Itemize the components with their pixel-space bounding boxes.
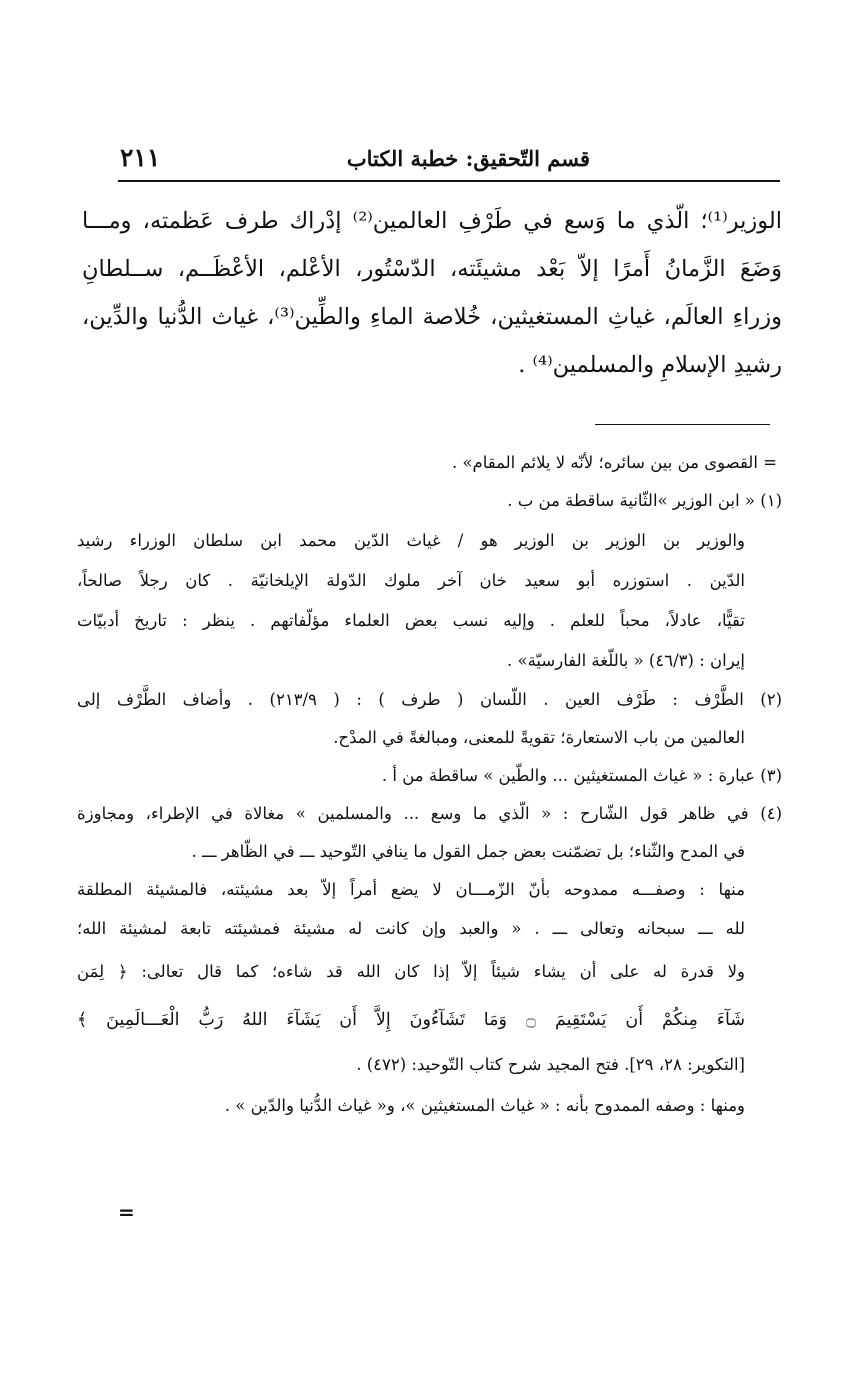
- footnote-line: (٢) الطَّرْف : طَرْف العين . اللّسان ( طرف ) : ( ٢١٣/٩) . وأضاف الطَّرْف إلى: [77, 690, 782, 709]
- footnote-line: في المدح والثّناء؛ بل تضمّنت بعض جمل القول ما ينافي التّوحيد ـــ في الظّاهر ـــ .: [191, 842, 745, 861]
- footnote-line: (٤) في ظاهر قول الشّارح : « الّذي ما وسع ... والمسلمين » مغالاة في الإطراء، ومجاوزة: [77, 804, 782, 823]
- footnote-line: ولا قدرة له على أن يشاء شيئاً إلاّ إذا كان الله قد شاءه؛ كما قال تعالى: ﴿ لِمَن: [77, 962, 745, 981]
- footnote-separator: [595, 424, 770, 425]
- footnote-line: العالمين من باب الاستعارة؛ تقويةً للمعنى، ومبالغةً في المدْح.: [333, 728, 745, 747]
- main-text: [82, 197, 782, 389]
- footnote-line: إيران : (٤٦/٣) « باللّغة الفارسيّة» .: [507, 651, 745, 670]
- main-text-line: الوزير⁽¹⁾؛ الّذي ما وَسع في طَرْفِ العالمين⁽²⁾ إدْراك طرف عَظمته، ومـــا: [82, 208, 782, 234]
- footnote-line: تقيًّا، عادلاً، محباً للعلم . وإليه نسب بعض العلماء مؤلّفاتهم . ينظر : تاريخ أدبيّات: [77, 611, 745, 630]
- quran-verse-line: شَآءَ مِنكُمْ أَن يَسْتَقِيمَ ۝ وَمَا تَشَآءُونَ إِلاَّ أَن يَشَآءَ اللهُ رَبُّ الْعَـــالَمِينَ ﴾: [77, 1010, 745, 1030]
- continuation-mark: =: [118, 1200, 135, 1224]
- header-title: قسم التّحقيق: خطبة الكتاب: [346, 146, 590, 171]
- footnote-line: = القصوى من بين سائره؛ لأنّه لا يلائم المقام» .: [451, 453, 777, 472]
- footnote-line: (١) « ابن الوزير »الثّانية ساقطة من ب .: [507, 491, 782, 510]
- main-text-line: رشيدِ الإسلامِ والمسلمين⁽⁴⁾ .: [518, 352, 782, 378]
- footnote-line: منها : وصفـــه ممدوحه بأنّ الزّمـــان لا يضع أمراً إلاّ بعد مشيئته، فالمشيئة المطلقة: [77, 880, 745, 899]
- main-text-line: وزراءِ العالَم، غياثِ المستغيثين، خُلاصة الماءِ والطِّين⁽³⁾، غياث الدُّنيا والدِّين،: [82, 304, 782, 330]
- footnotes: [77, 445, 782, 1127]
- footnote-line: والوزير بن الوزير بن الوزير هو / غياث الدّين محمد ابن سلطان الوزراء رشيد: [77, 531, 745, 550]
- page-number: ٢١١: [120, 143, 161, 172]
- page-header: [118, 143, 780, 182]
- main-text-line: وَضَعَ الزَّمانُ أَمرًا إلاّ بَعْد مشيئَته، الدّسْتُور، الأعْلم، الأعْظَــم، ســلطانِ: [82, 256, 782, 282]
- footnote-line: ومنها : وصفه الممدوح بأنه : « غياث المستغيثين »، و« غياث الدُّنيا والدّين » .: [224, 1096, 745, 1115]
- footnote-line: [التكوير: ٢٨، ٢٩]. فتح المجيد شرح كتاب التّوحيد: (٤٧٢) .: [356, 1055, 745, 1074]
- footnote-line: (٣) عبارة : « غياث المستغيثين ... والطّين » ساقطة من أ .: [381, 766, 782, 785]
- footnote-line: لله ـــ سبحانه وتعالى ـــ . « والعبد وإن كانت له مشيئة فمشيئته تابعة لمشيئة الله؛: [77, 919, 745, 938]
- footnote-line: الدّين . استوزره أبو سعيد خان آخر ملوك الدّولة الإيلخانيّة . كان رجلاً صالحاً،: [77, 571, 745, 590]
